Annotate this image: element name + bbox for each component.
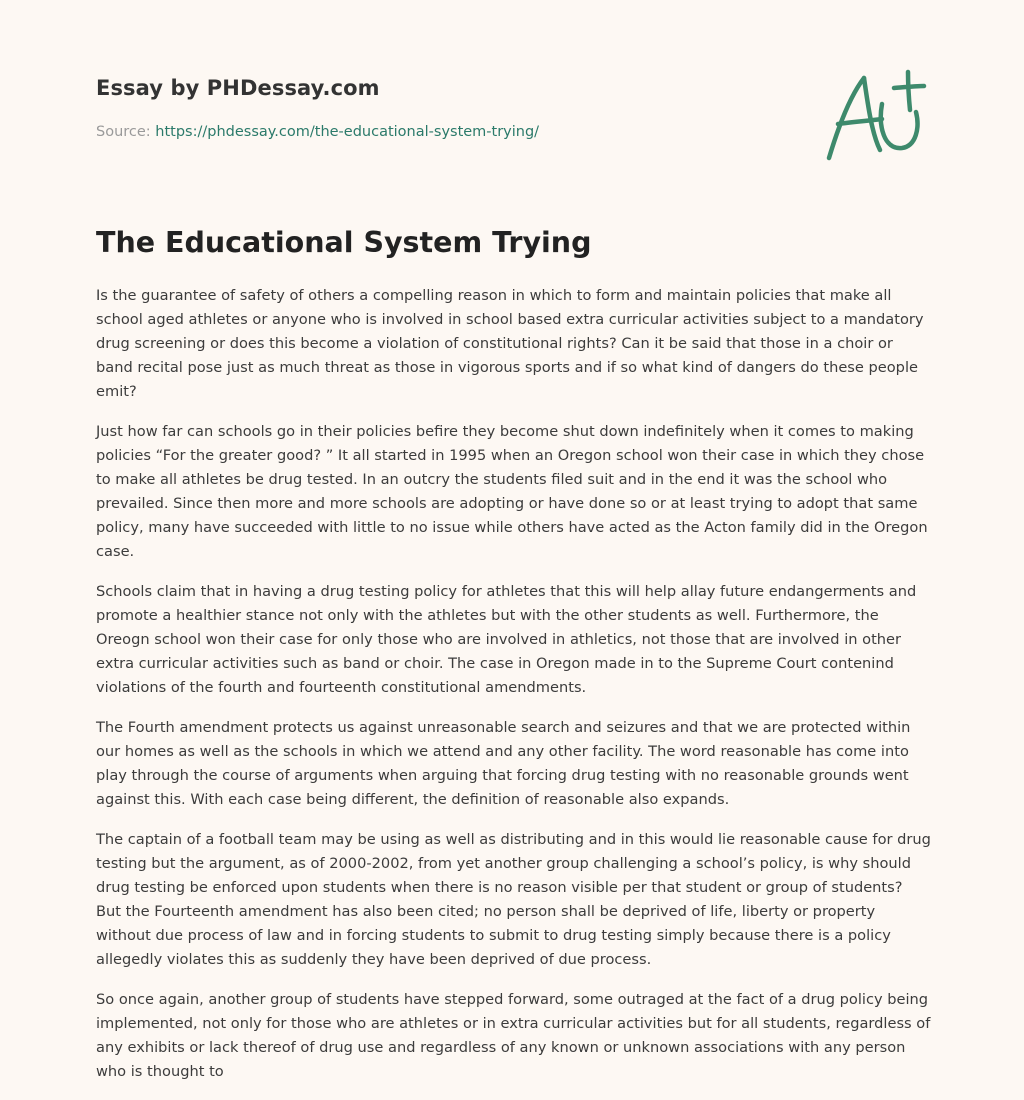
source-link[interactable]: https://phdessay.com/the-educational-system-trying/ [155,124,540,140]
essay-title: The Educational System Trying [96,226,592,259]
essay-paragraph: Is the guarantee of safety of others a compelling reason in which to form and maintain policies that make all school aged athletes or anyone who is involved in school based extra curricular activities subject to a mandatory drug screening or does this become a violation of constitutional rights? Can it be said that those in a choir or band recital pose just as much threat as those in vigorous sports and if so what kind of dangers do these people emit? [96,287,924,400]
essay-paragraph: The Fourth amendment protects us against unreasonable search and seizures and that we are protected within our homes as well as the schools in which we attend and any other facility. The word reasonable has come into play through the course of arguments when arguing that forcing drug testing with no reasonable grounds went against this. With each case being different, the definition of reasonable also expands. [96,719,911,808]
essay-paragraph: So once again, another group of students have stepped forward, some outraged at the fact of a drug policy being implemented, not only for those who are athletes or in extra curricular activities but for all students, regardless of any exhibits or lack thereof of drug use and regardless of any known or unknown associations with any person who is thought to [96,991,931,1080]
source-label: Source: [96,124,156,140]
a-plus-logo-icon [820,66,930,166]
source-line [96,124,539,140]
site-title: Essay by PHDessay.com [96,76,380,100]
essay-body [96,284,932,1100]
essay-paragraph: Just how far can schools go in their policies befire they become shut down indefinitely when it comes to making policies “For the greater good? ” It all started in 1995 when an Oregon school won their case in which they chose to make all athletes be drug tested. In an outcry the students filed suit and in the end it was the school who prevailed. Since then more and more schools are adopting or have done so or at least trying to adopt that same policy, many have succeeded with little to no issue while others have acted as the Acton family did in the Oregon case. [96,423,928,560]
essay-paragraph: Schools claim that in having a drug testing policy for athletes that this will help allay future endangerments and promote a healthier stance not only with the athletes but with the other students as well. Furthermore, the Oreogn school won their case for only those who are involved in athletics, not those that are involved in other extra curricular activities such as band or choir. The case in Oregon made in to the Supreme Court contenind violations of the fourth and fourteenth constitutional amendments. [96,583,917,696]
essay-paragraph: The captain of a football team may be using as well as distributing and in this would lie reasonable cause for drug testing but the argument, as of 2000-2002, from yet another group challenging a school’s policy, is why should drug testing be enforced upon students when there is no reason visible per that student or group of students? But the Fourteenth amendment has also been cited; no person shall be deprived of life, liberty or property without due process of law and in forcing students to submit to drug testing simply because there is a policy allegedly violates this as suddenly they have been deprived of due process. [96,831,931,968]
